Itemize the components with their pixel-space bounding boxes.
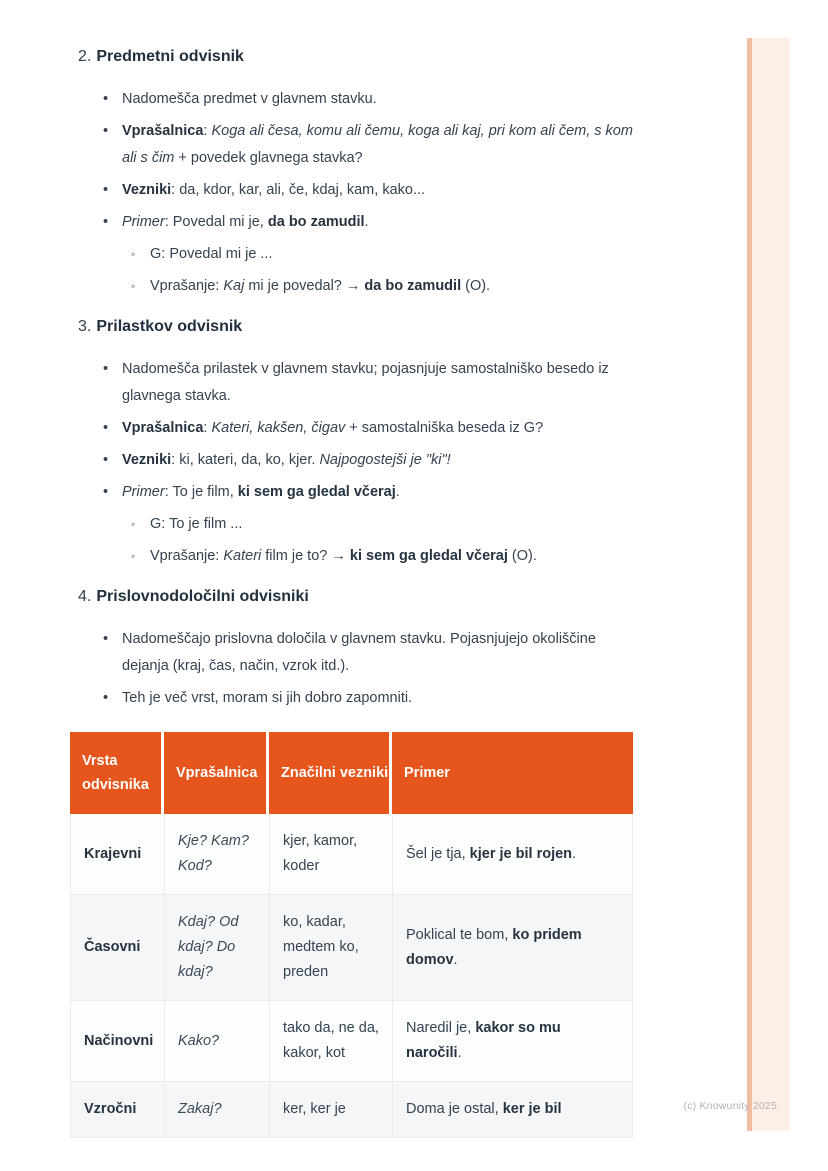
bullet-icon: • [103, 452, 109, 468]
section-number: 3. [78, 318, 92, 335]
bullet-item [70, 241, 636, 268]
section [70, 316, 636, 570]
bullet-icon: • [103, 631, 109, 647]
bullet-item [70, 479, 636, 506]
table-header-cell: Primer [392, 732, 633, 814]
bullet-list [70, 356, 636, 570]
table-row [70, 1001, 633, 1082]
cell-example: Doma je ostal, ker je bil [392, 1082, 633, 1138]
cell-example: Naredil je, kakor so mu naročili. [392, 1001, 633, 1082]
bullet-text: Vprašalnica: Kateri, kakšen, čigav + samostalniška beseda iz G? [122, 420, 544, 436]
bullet-item [70, 447, 636, 474]
table-header-cell: Vrsta odvisnika [70, 732, 164, 814]
table-header-cell: Vprašalnica [164, 732, 269, 814]
bullet-item [70, 685, 636, 712]
copyright-note: (c) Knowunity 2025 [683, 1100, 777, 1112]
bullet-text: Primer: To je film, ki sem ga gledal včeraj. [122, 484, 400, 500]
bullet-list [70, 86, 636, 300]
cell-type: Krajevni [70, 814, 164, 895]
section [70, 46, 636, 300]
table-header-row [70, 732, 633, 814]
section-title: Prislovnodoločilni odvisniki [96, 588, 309, 605]
cell-question: Kako? [164, 1001, 269, 1082]
bullet-icon: • [103, 123, 109, 139]
cell-example: Poklical te bom, ko pridem domov. [392, 895, 633, 1001]
section-heading [70, 316, 636, 338]
bullet-text: Nadomešča predmet v glavnem stavku. [122, 91, 377, 107]
table-row [70, 895, 633, 1001]
bullet-list [70, 626, 636, 712]
bullet-item [70, 626, 636, 680]
table-row [70, 814, 633, 895]
bullet-text: G: Povedal mi je ... [150, 246, 273, 262]
bullet-item [70, 86, 636, 113]
bullet-item [70, 543, 636, 570]
circle-bullet-icon: ◦ [131, 517, 136, 531]
cell-question: Kdaj? Od kdaj? Do kdaj? [164, 895, 269, 1001]
right-margin-stripe [747, 38, 790, 1131]
bullet-text: Teh je več vrst, moram si jih dobro zapomniti. [122, 690, 413, 706]
cell-type: Načinovni [70, 1001, 164, 1082]
bullet-text: Vprašalnica: Koga ali česa, komu ali čemu, koga ali kaj, pri kom ali čem, s kom ali s čim + povedek glavnega stavka? [122, 123, 633, 166]
bullet-icon: • [103, 690, 109, 706]
cell-conjunctions: tako da, ne da, kakor, kot [269, 1001, 392, 1082]
cell-conjunctions: ko, kadar, medtem ko, preden [269, 895, 392, 1001]
section-number: 4. [78, 588, 92, 605]
bullet-icon: • [103, 182, 109, 198]
circle-bullet-icon: ◦ [131, 247, 136, 261]
bullet-text: Nadomešča prilastek v glavnem stavku; pojasnjuje samostalniško besedo iz glavnega stavka. [122, 361, 609, 404]
section-heading [70, 586, 636, 608]
bullet-icon: • [103, 214, 109, 230]
bullet-icon: • [103, 361, 109, 377]
bullet-icon: • [103, 420, 109, 436]
bullet-item [70, 356, 636, 410]
section [70, 586, 636, 712]
bullet-text: Primer: Povedal mi je, da bo zamudil. [122, 214, 369, 230]
bullet-item [70, 273, 636, 300]
odvisniki-table-wrap [70, 732, 636, 1144]
cell-conjunctions: kjer, kamor, koder [269, 814, 392, 895]
cell-example: Šel je tja, kjer je bil rojen. [392, 814, 633, 895]
bullet-text: Vezniki: da, kdor, kar, ali, če, kdaj, kam, kako... [122, 182, 426, 198]
section-title: Predmetni odvisnik [96, 48, 244, 65]
bullet-icon: • [103, 484, 109, 500]
bullet-item [70, 118, 636, 172]
bullet-text: Vprašanje: Kateri film je to? → ki sem ga gledal včeraj (O). [150, 548, 537, 564]
section-title: Prilastkov odvisnik [96, 318, 243, 335]
bullet-item [70, 177, 636, 204]
document-content [70, 30, 636, 1144]
bullet-icon: • [103, 91, 109, 107]
circle-bullet-icon: ◦ [131, 549, 136, 563]
cell-conjunctions: ker, ker je [269, 1082, 392, 1138]
bullet-item [70, 511, 636, 538]
circle-bullet-icon: ◦ [131, 279, 136, 293]
bullet-text: G: To je film ... [150, 516, 243, 532]
table-header-cell: Značilni vezniki [269, 732, 392, 814]
section-heading [70, 46, 636, 68]
section-number: 2. [78, 48, 92, 65]
sections-container [70, 46, 636, 712]
cell-question: Zakaj? [164, 1082, 269, 1138]
table-row [70, 1082, 633, 1138]
odvisniki-table [70, 732, 633, 1138]
bullet-text: Vprašanje: Kaj mi je povedal? → da bo zamudil (O). [150, 278, 491, 294]
bullet-text: Vezniki: ki, kateri, da, ko, kjer. Najpogostejši je "ki"! [122, 452, 451, 468]
bullet-text: Nadomeščajo prislovna določila v glavnem stavku. Pojasnjujejo okoliščine dejanja (kraj, čas, način, vzrok itd.). [122, 631, 596, 674]
bullet-item [70, 415, 636, 442]
cell-type: Vzročni [70, 1082, 164, 1138]
cell-question: Kje? Kam? Kod? [164, 814, 269, 895]
cell-type: Časovni [70, 895, 164, 1001]
bullet-item [70, 209, 636, 236]
